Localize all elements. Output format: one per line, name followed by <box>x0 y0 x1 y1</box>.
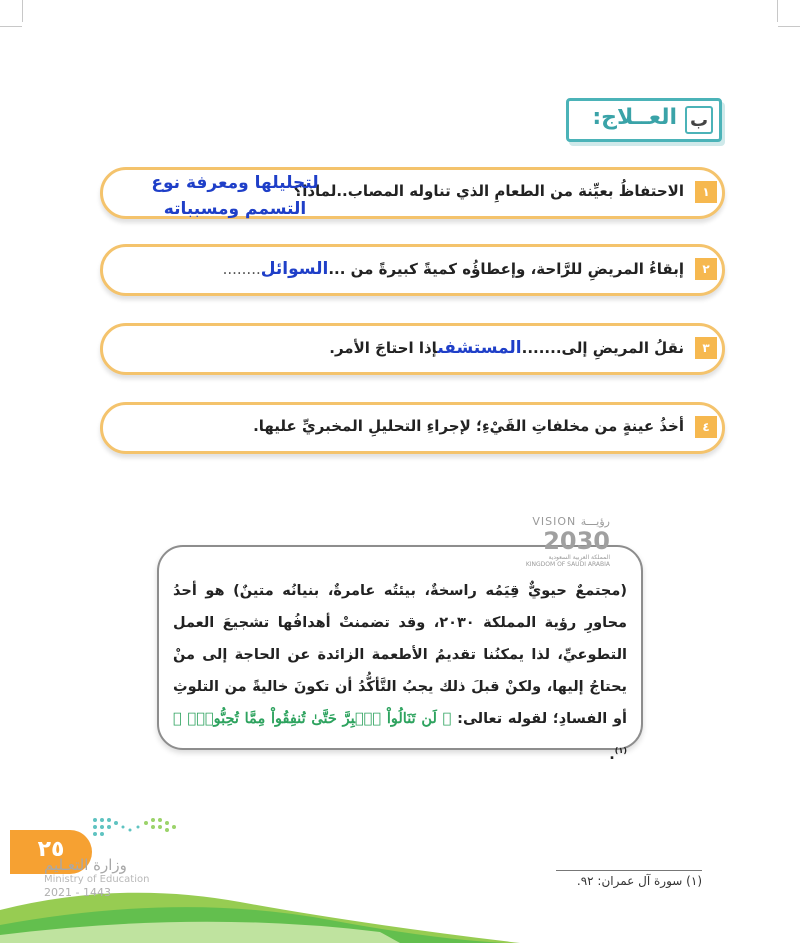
sentence-end: . <box>609 746 615 763</box>
item-text: الاحتفاظُ بعيِّنة من الطعامِ الذي تناوله المصاب..لماذا؟ <box>293 182 684 200</box>
treatment-item-2 <box>100 244 725 296</box>
vision-kingdom-en: KINGDOM OF SAUDI ARABIA <box>525 561 610 568</box>
item-text: أخذُ عينةٍ من مخلفاتِ القَيْءِ؛ لإجراءِ التحليلِ المخبريِّ عليها. <box>253 417 684 435</box>
edition-year: 2021 - 1443 <box>44 886 111 899</box>
page-number: ٢٥ <box>10 830 92 874</box>
item-text <box>223 259 684 279</box>
item-text <box>329 338 684 358</box>
ministry-name-en: Ministry of Education <box>44 874 150 885</box>
crop-mark <box>22 0 23 22</box>
footnote: (١) سورة آل عمران: ٩٢. <box>576 874 702 888</box>
vision-paragraph <box>173 575 627 771</box>
vision-text: (مجتمعٌ حيويٌّ قِيَمُه راسخةٌ، بيئتُه عامرةٌ، بنيانُه متينٌ) هو أحدُ محاورِ رؤية المملكة ٢٠٣٠، وقد تضمنتْ أهدافُها تشجيعَ العمل التطوعيِّ، لذا يمكنُنا تقديمُ الأطعمة الزائدة عن الحاجة إلى منْ يحتاجُ إليها، ولكنْ قبلَ ذلك يجبُ التَّأكُّدُ أن تكونَ خاليةً من التلوثِ أو الفسادِ؛ لقوله تعالى: <box>173 583 627 727</box>
vision-latin: VISION <box>532 515 577 528</box>
item-text-before: إبقاءُ المريضِ للرَّاحة، وإعطاؤُه كميةً كبيرةً من ... <box>328 260 684 278</box>
section-title: العــلاج: <box>592 105 677 130</box>
ministry-name-ar: وزارة التعـليم <box>44 856 127 874</box>
item-number: ١ <box>695 181 717 203</box>
handwritten-answer: السوائل <box>260 259 329 279</box>
footnote-divider <box>556 870 702 871</box>
vision-kingdom-ar: المملكة العربية السعودية <box>548 554 610 561</box>
item-text-before: نقلُ المريضِ إلى....... <box>521 339 684 357</box>
vision-year: 2030 <box>543 527 610 555</box>
ministry-logo-dots <box>90 815 180 845</box>
vision-arabic: رؤيـــة <box>580 515 610 528</box>
treatment-item-4 <box>100 402 725 454</box>
crop-mark <box>778 26 800 27</box>
treatment-item-3 <box>100 323 725 375</box>
handwritten-answer: المستشفى <box>437 338 522 358</box>
section-header <box>566 98 722 142</box>
item-number: ٢ <box>695 258 717 280</box>
footnote-ref: (١) <box>614 746 627 755</box>
quran-verse: ﴿ لَن تَنَالُواْ ٱلۡبِرَّ حَتَّىٰ تُنفِقُواْ مِمَّا تُحِبُّونَۚ ﴾ <box>173 710 452 727</box>
crop-mark <box>777 0 778 22</box>
item-number: ٣ <box>695 337 717 359</box>
item-number: ٤ <box>695 416 717 438</box>
handwritten-answer: لتحليلها ومعرفة نوع التسمم ومسبباته <box>151 173 319 219</box>
item-text-after: إذا احتاجَ الأمر. <box>329 339 438 357</box>
crop-mark <box>0 26 22 27</box>
blank-dots: ........ <box>222 260 261 278</box>
section-letter: ب <box>685 106 713 134</box>
vision-2030-logo <box>520 515 610 577</box>
